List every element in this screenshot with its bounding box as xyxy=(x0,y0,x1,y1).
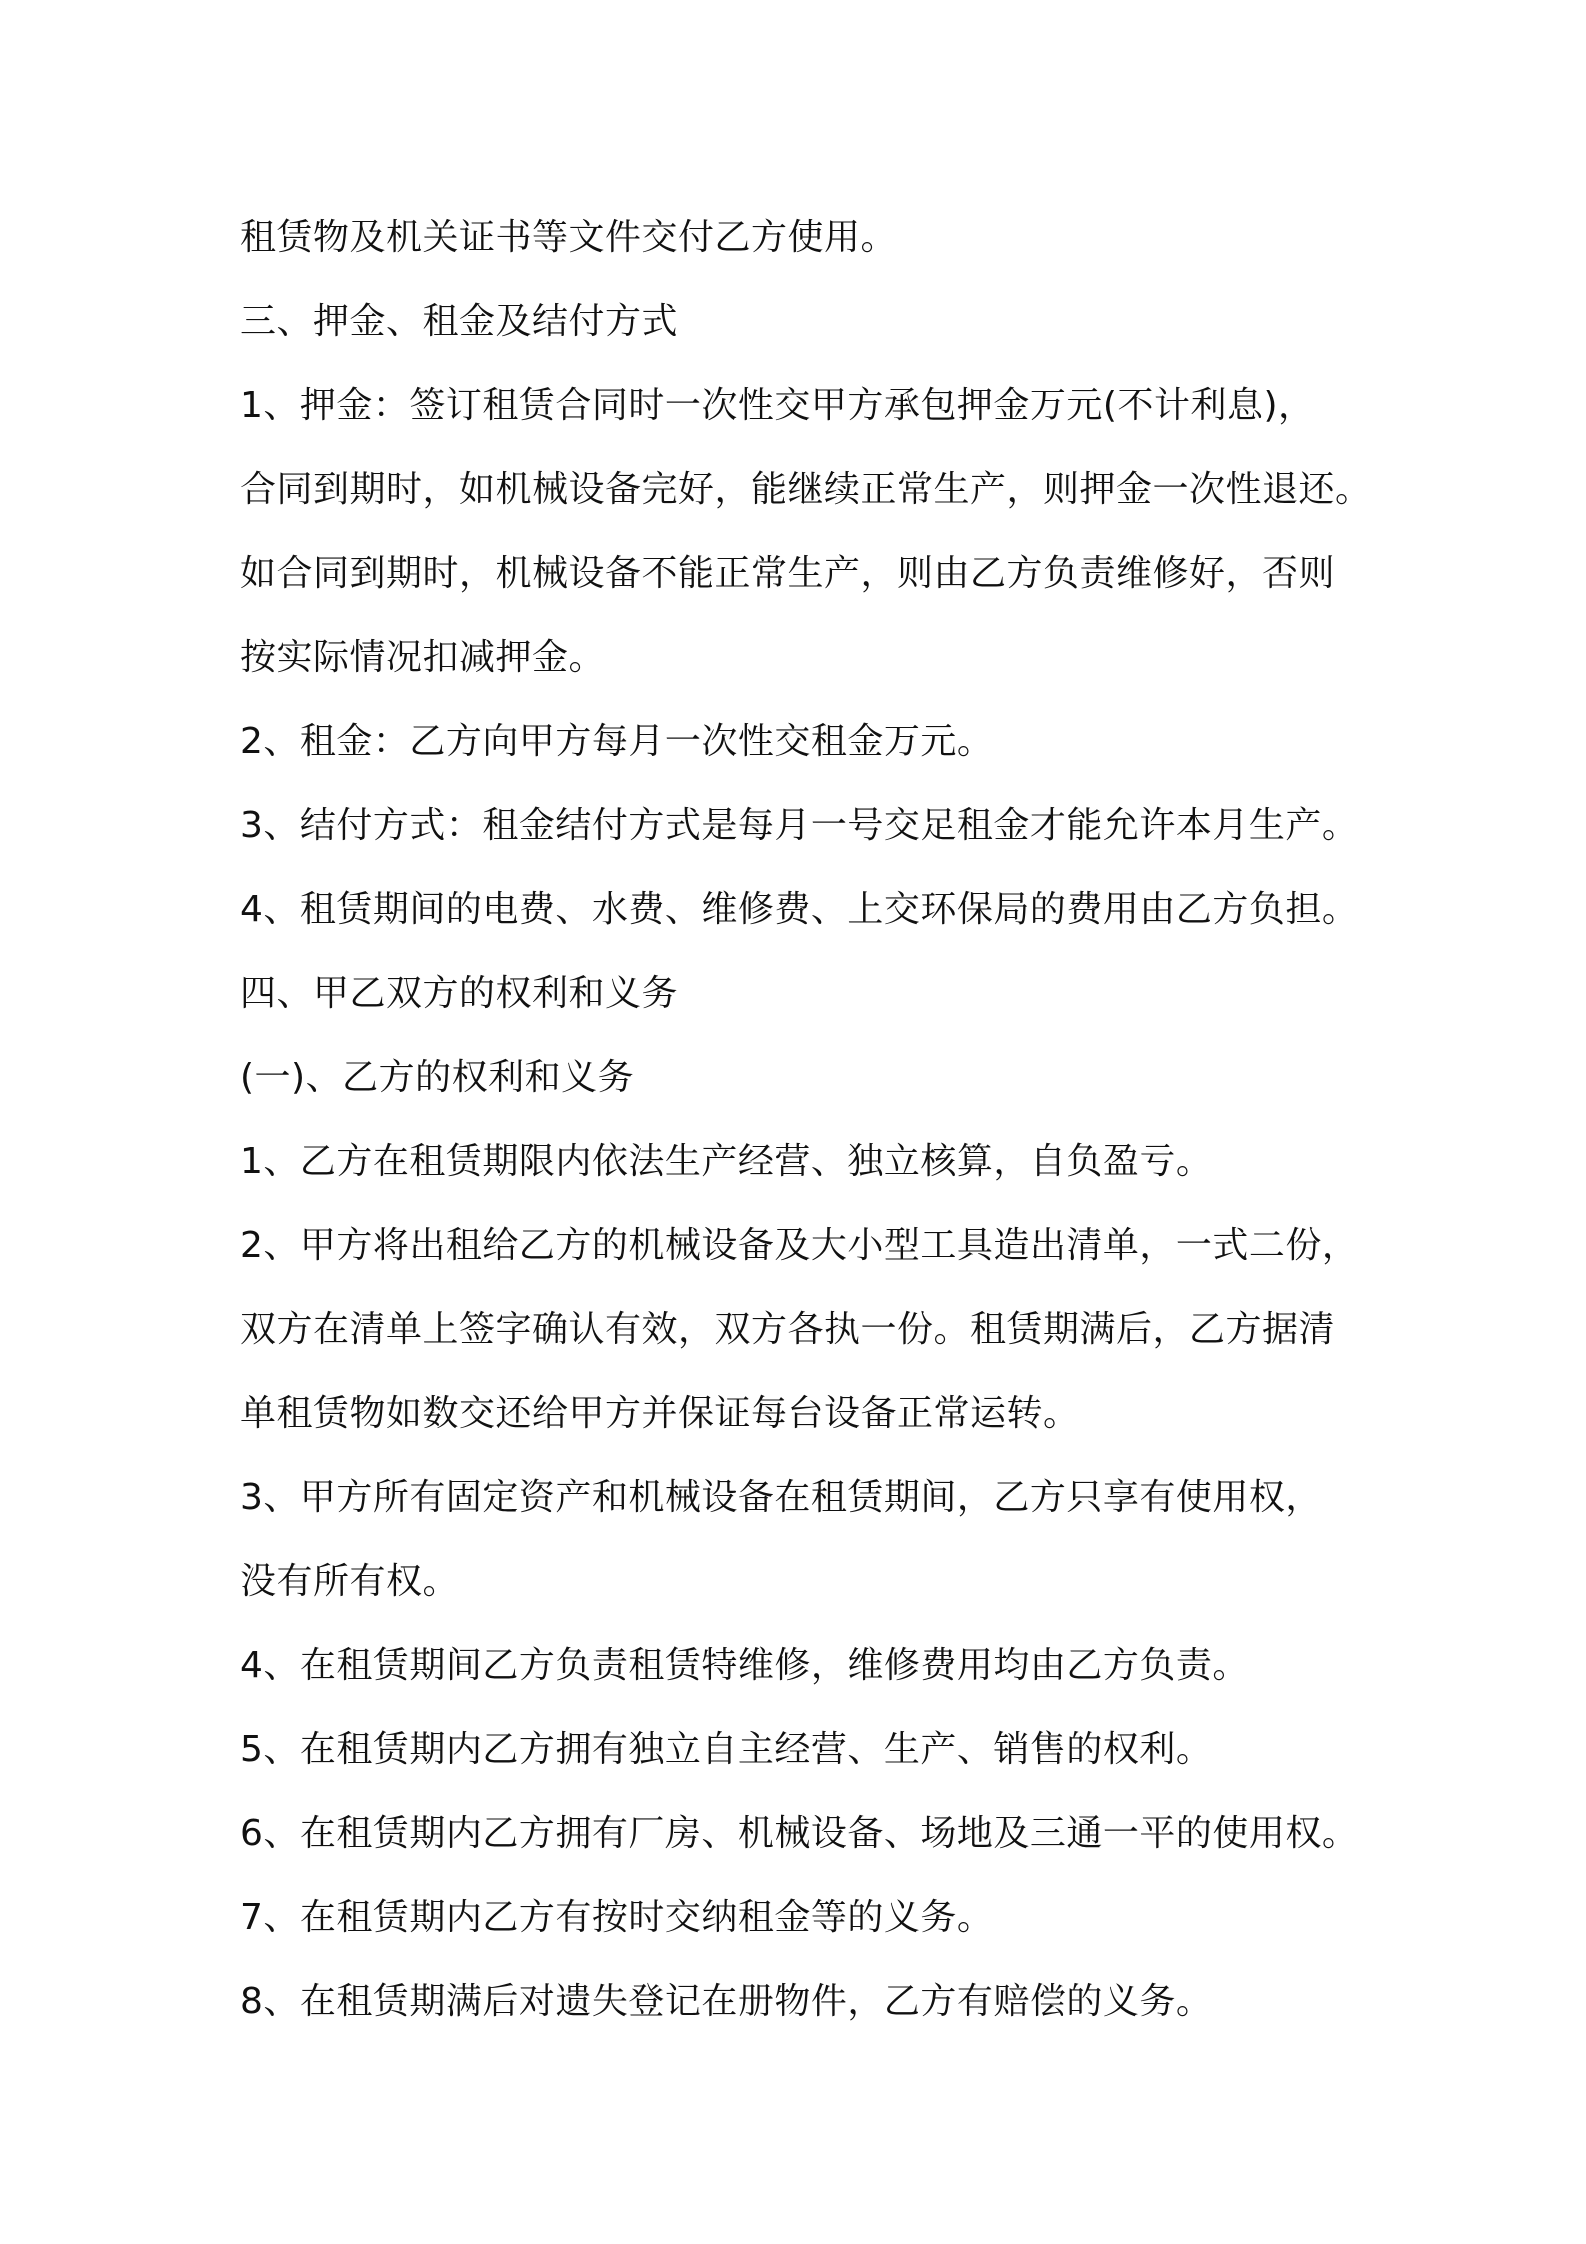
text-line: 4、在租赁期间乙方负责租赁特维修，维修费用均由乙方负责。 xyxy=(240,1645,1249,1686)
text-line: 8、在租赁期满后对遗失登记在册物件，乙方有赔偿的义务。 xyxy=(240,1981,1213,2022)
text-line: 3、结付方式：租金结付方式是每月一号交足租金才能允许本月生产。 xyxy=(240,805,1359,846)
text-line: 2、甲方将出租给乙方的机械设备及大小型工具造出清单，一式二份， xyxy=(240,1225,1359,1266)
text-line: 3、甲方所有固定资产和机械设备在租赁期间，乙方只享有使用权， xyxy=(240,1477,1322,1518)
text-line: 1、押金：签订租赁合同时一次性交甲方承包押金万元(不计利息)， xyxy=(240,385,1315,426)
text-line: 2、租金：乙方向甲方每月一次性交租金万元。 xyxy=(240,721,994,762)
text-line: 双方在清单上签字确认有效，双方各执一份。租赁期满后，乙方据清 xyxy=(240,1309,1336,1350)
section-heading: 三、押金、租金及结付方式 xyxy=(240,301,679,342)
text-line: 没有所有权。 xyxy=(240,1561,460,1602)
subsection-heading: (一)、乙方的权利和义务 xyxy=(240,1057,635,1098)
text-line: 5、在租赁期内乙方拥有独立自主经营、生产、销售的权利。 xyxy=(240,1729,1213,1770)
document-body xyxy=(240,196,1380,2044)
text-line: 单租赁物如数交还给甲方并保证每台设备正常运转。 xyxy=(240,1393,1080,1434)
text-line: 6、在租赁期内乙方拥有厂房、机械设备、场地及三通一平的使用权。 xyxy=(240,1813,1359,1854)
text-line: 4、租赁期间的电费、水费、维修费、上交环保局的费用由乙方负担。 xyxy=(240,889,1359,930)
text-line: 1、乙方在租赁期限内依法生产经营、独立核算，自负盈亏。 xyxy=(240,1141,1213,1182)
text-line: 按实际情况扣减押金。 xyxy=(240,637,606,678)
text-line: 如合同到期时，机械设备不能正常生产，则由乙方负责维修好，否则 xyxy=(240,553,1336,594)
text-line: 7、在租赁期内乙方有按时交纳租金等的义务。 xyxy=(240,1897,994,1938)
section-heading: 四、甲乙双方的权利和义务 xyxy=(240,973,679,1014)
text-line: 租赁物及机关证书等文件交付乙方使用。 xyxy=(240,217,898,258)
text-line: 合同到期时，如机械设备完好，能继续正常生产，则押金一次性退还。 xyxy=(240,469,1372,510)
